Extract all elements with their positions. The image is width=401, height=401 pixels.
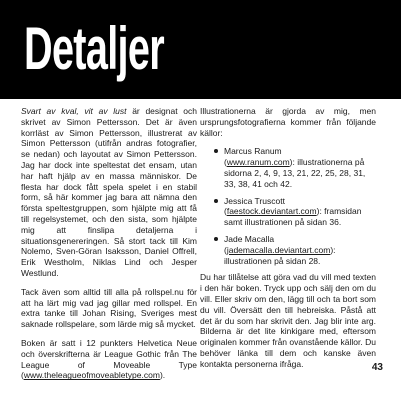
source-name: Jessica Truscott [224, 195, 285, 206]
source-list [200, 146, 376, 266]
illustrations-intro: Illustrationerna är gjorda av mig, men ursprungsfotografierna kommer från följande källor: [200, 106, 376, 138]
source-name: Jade Macalla [224, 233, 275, 244]
source-detail: ): framsidan samt illustrationen på sidan 36. [224, 206, 362, 228]
list-item: Jade Macalla (jademacalla.deviantart.com): illustrationen på sidan 28. [214, 234, 376, 266]
typeface-link[interactable]: www.theleagueofmoveabletype.com [23, 370, 160, 381]
credits-paragraph [21, 106, 197, 279]
page-title: Detaljer [24, 15, 164, 82]
page-number: 43 [371, 362, 383, 373]
source-detail: ): illustrationen på sidan 28. [224, 244, 336, 266]
title-banner [0, 0, 401, 99]
typeface-end: ). [159, 370, 166, 381]
typeface-text: Boken är satt i 12 punkters Helvetica Neue och överskrifterna är League Gothic från The League of Moveable Type ( [21, 337, 197, 381]
left-column [21, 106, 197, 389]
thanks-paragraph: Tack även som alltid till alla på rollspel.nu för att ha lärt mig vad jag gillar med rollspel. En extra tanke till Johan Rising, Sveriges mest saknade rollspelare, som lärde mig så mycket. [21, 286, 197, 330]
source-link[interactable]: www.ranum.com [226, 157, 290, 168]
list-item: Marcus Ranum (www.ranum.com): illustrationerna på sidorna 2, 4, 9, 13, 21, 22, 25, 28, 31, 33, 38, 41 och 42. [214, 146, 376, 189]
source-name: Marcus Ranum [224, 146, 282, 157]
book-title: Svart av kval, vit av lust [21, 106, 127, 116]
credits-text: är designat och skrivet av Simon Pettersson. Det är även korrläst av Simon Pettersson, illustrerat av Simon Pettersson (utifrån andras fotografier, se nedan) och layoutat av Simon Pettersson. Jag har dock inte speltestat det ensam, utan har haft hjälp av en massa människor. De flesta har dock fått spela spelet i en stabil form, så här kommer jag bara att nämna den första speltestgruppen, som hjälpte mig att få till regelsystemet, och den sista, som hjälpte mig att finslipa detaljerna i situationsgenereringen. Så stort tack till Kim Nolemo, Sven-Göran Isaksson, Daniel Offrell, Erik Westholm, Niklas Lind och Jesper Westlund. [21, 106, 197, 278]
source-link[interactable]: faestock.deviantart.com [226, 206, 317, 217]
list-item: Jessica Truscott (faestock.deviantart.com): framsidan samt illustrationen på sidan 36. [214, 196, 376, 228]
source-detail: ): illustrationerna på sidorna 2, 4, 9, 13, 21, 22, 25, 28, 31, 33, 38, 41 och 42. [224, 157, 366, 189]
right-column [200, 106, 376, 378]
license-paragraph: Du har tillåtelse att göra vad du vill med texten i den här boken. Tryck upp och sälj den om du vill. Eller skriv om den, lägg till och ta bort som du vill. Översätt den till hebreiska. Påstå att det är du som har skrivit den. Jag blir inte arg. Bilderna är det lite kinkigare med, eftersom originalen kommer från ovanstående källor. Du behöver länka till dem och kanske även kontakta personerna ifråga. [200, 272, 376, 369]
source-link[interactable]: jademacalla.deviantart.com [226, 244, 331, 255]
typeface-paragraph [21, 338, 197, 381]
